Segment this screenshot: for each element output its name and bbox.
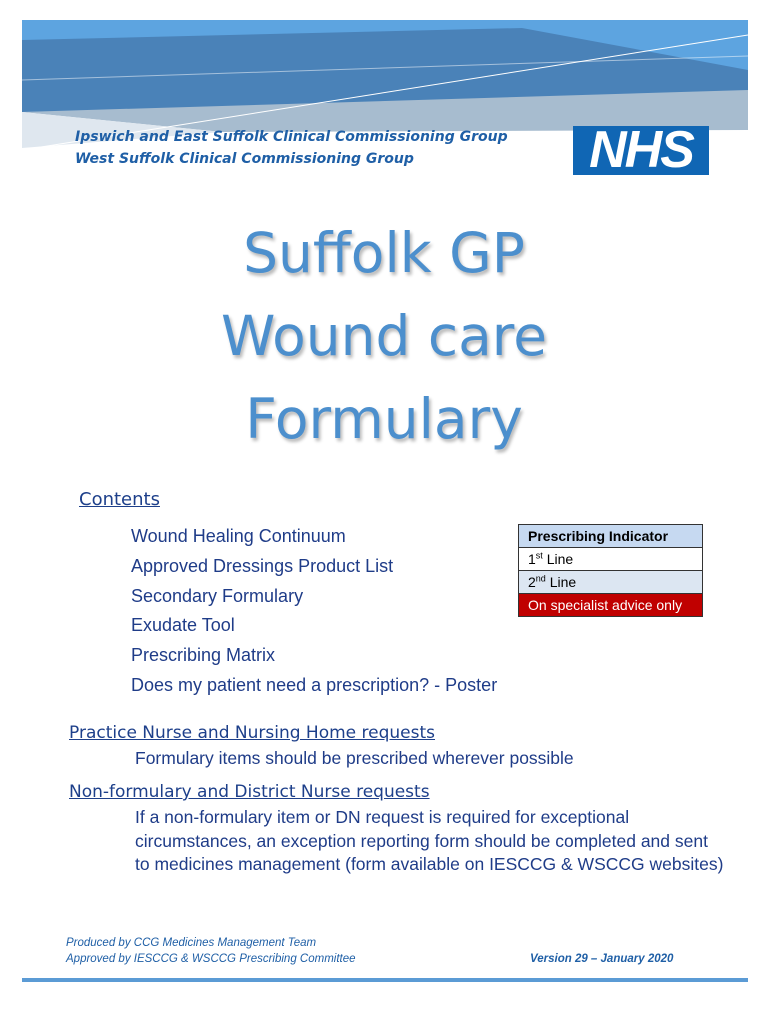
- version-label: Version 29 – January 2020: [530, 953, 674, 965]
- footer-produced-by: Produced by CCG Medicines Management Team: [66, 937, 317, 949]
- title-line-3: Formulary: [245, 387, 523, 451]
- second-line-label: Line: [545, 574, 577, 590]
- indicator-specialist-advice: On specialist advice only: [519, 594, 703, 617]
- indicator-header-row: [519, 525, 703, 548]
- contents-list: [131, 522, 497, 701]
- practice-nurse-text: Formulary items should be prescribed wherever possible: [135, 748, 574, 768]
- non-formulary-text: If a non-formulary item or DN request is required for exceptional circumstances, an exception reporting form should be completed and sent to medicines management (form available on IESCCG & WSCCG websites): [135, 807, 724, 874]
- indicator-second-line-row: [519, 571, 703, 594]
- prescribing-indicator-table: [518, 524, 703, 617]
- nhs-logo: [573, 121, 709, 179]
- footer-credits: [66, 935, 356, 967]
- contents-item-approved-dressings[interactable]: Approved Dressings Product List: [131, 555, 394, 576]
- indicator-heading: Prescribing Indicator: [519, 525, 703, 548]
- nhs-logo-text: NHS: [589, 121, 693, 179]
- footer-approved-by: Approved by IESCCG & WSCCG Prescribing Committee: [66, 953, 356, 965]
- title-line-1: Suffolk GP: [243, 221, 525, 285]
- contents-item-exudate-tool[interactable]: Exudate Tool: [131, 615, 235, 636]
- second-line-suffix: nd: [535, 573, 546, 584]
- contents-heading[interactable]: Contents: [79, 489, 160, 510]
- org-line-ipswich: Ipswich and East Suffolk Clinical Commissioning Group: [75, 129, 508, 145]
- indicator-first-line-row: [519, 548, 703, 571]
- contents-item-prescribing-matrix[interactable]: Prescribing Matrix: [131, 645, 276, 666]
- second-line-number: 2: [528, 574, 536, 590]
- contents-item-prescription-poster[interactable]: Does my patient need a prescription? - Poster: [131, 674, 498, 695]
- first-line-label: Line: [542, 551, 574, 567]
- document-title: [0, 212, 768, 461]
- contents-item-wound-healing-continuum[interactable]: Wound Healing Continuum: [131, 526, 346, 546]
- first-line-number: 1: [528, 551, 536, 567]
- org-line-west-suffolk: West Suffolk Clinical Commissioning Group: [75, 151, 414, 167]
- footer-rule: [22, 978, 748, 982]
- non-formulary-heading: Non-formulary and District Nurse requests: [69, 782, 430, 802]
- contents-item-secondary-formulary[interactable]: Secondary Formulary: [131, 585, 304, 606]
- practice-nurse-heading: Practice Nurse and Nursing Home requests: [69, 723, 436, 743]
- indicator-specialist-row: [519, 594, 703, 617]
- indicator-first-line: [519, 548, 703, 571]
- title-line-2: Wound care: [220, 304, 548, 368]
- first-line-suffix: st: [535, 550, 543, 561]
- indicator-second-line: [519, 571, 703, 594]
- ccg-names: [75, 126, 508, 170]
